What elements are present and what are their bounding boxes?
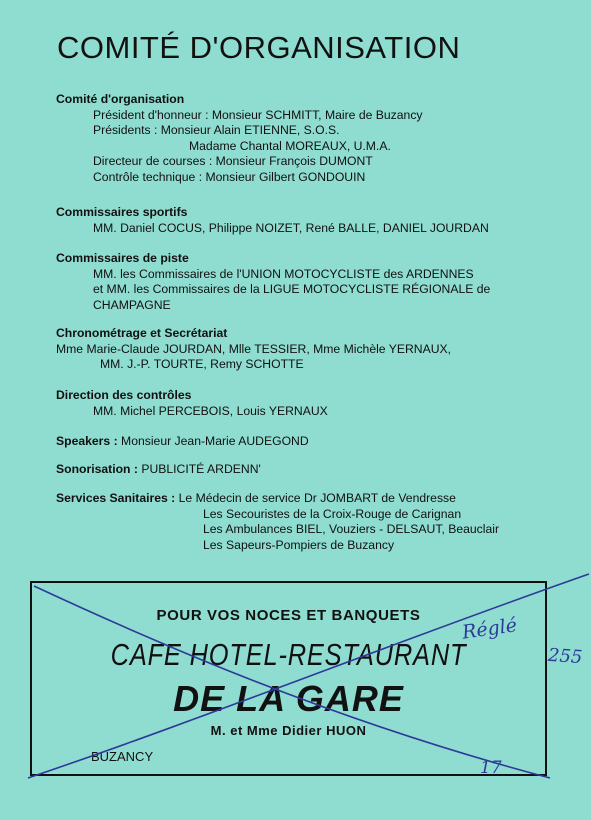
ad-owners: M. et Mme Didier HUON <box>210 723 367 738</box>
line-presidents: Présidents : Monsieur Alain ETIENNE, S.O.S. <box>93 123 340 137</box>
line-president-honneur: Président d'honneur : Monsieur SCHMITT, Maire de Buzancy <box>93 107 423 122</box>
line-direction: MM. Michel PERCEBOIS, Louis YERNAUX <box>93 403 328 418</box>
line-directeur: Directeur de courses : Monsieur François DUMONT <box>93 154 373 168</box>
section-speakers <box>56 434 309 450</box>
ad-name-line2: DE LA GARE <box>173 678 404 719</box>
line-sanitaires-1: Le Médecin de service Dr JOMBART de Vendresse <box>178 491 456 505</box>
line-piste-3: CHAMPAGNE <box>93 297 171 312</box>
section-commissaires-piste <box>56 251 490 313</box>
section-heading: Chronométrage et Secrétariat <box>56 326 228 340</box>
line-piste-2: et MM. les Commissaires de la LIGUE MOTOCYCLISTE RÉGIONALE de <box>93 282 491 296</box>
line-sanitaires-2: Les Secouristes de la Croix-Rouge de Carignan <box>203 506 462 521</box>
section-comite <box>56 92 423 185</box>
section-heading: Speakers : <box>56 434 118 448</box>
page-title: COMITÉ D'ORGANISATION <box>57 30 461 65</box>
section-direction <box>56 388 328 419</box>
handwritten-regle: Réglé <box>460 614 519 644</box>
line-controle: Contrôle technique : Monsieur Gilbert GONDOUIN <box>93 169 366 184</box>
line-presidents-2: Madame Chantal MOREAUX, U.M.A. <box>189 138 391 153</box>
handwritten-amount: 255 <box>547 644 584 669</box>
section-sanitaires <box>56 491 499 553</box>
line-sonorisation: PUBLICITÉ ARDENN' <box>141 462 261 476</box>
line-sanitaires-4: Les Sapeurs-Pompiers de Buzancy <box>203 537 395 552</box>
line-piste-1: MM. les Commissaires de l'UNION MOTOCYCLISTE des ARDENNES <box>93 266 474 281</box>
section-heading: Comité d'organisation <box>56 92 185 106</box>
section-heading: Commissaires sportifs <box>56 205 188 219</box>
ad-tagline: POUR VOS NOCES ET BANQUETS <box>156 607 421 624</box>
section-chronometrage <box>56 326 451 373</box>
line-sanitaires-3: Les Ambulances BIEL, Vouziers - DELSAUT, Beauclair <box>203 522 500 536</box>
section-heading: Commissaires de piste <box>56 251 189 265</box>
handwritten-mark: 17 <box>480 758 502 778</box>
ad-name-line1: CAFE HOTEL-RESTAURANT <box>110 637 467 672</box>
section-sonorisation <box>56 462 261 478</box>
line-sportifs: MM. Daniel COCUS, Philippe NOIZET, René BALLE, DANIEL JOURDAN <box>93 220 489 235</box>
line-chrono-2: MM. J.-P. TOURTE, Remy SCHOTTE <box>100 357 304 371</box>
ad-town: BUZANCY <box>91 749 154 764</box>
section-heading: Direction des contrôles <box>56 388 192 402</box>
line-speakers: Monsieur Jean-Marie AUDEGOND <box>121 434 309 448</box>
section-heading: Sonorisation : <box>56 462 138 476</box>
advertisement-box <box>30 581 547 776</box>
section-commissaires-sportifs <box>56 205 489 236</box>
section-heading: Services Sanitaires : <box>56 491 176 505</box>
line-chrono-1: Mme Marie-Claude JOURDAN, Mlle TESSIER, Mme Michèle YERNAUX, <box>56 341 452 356</box>
